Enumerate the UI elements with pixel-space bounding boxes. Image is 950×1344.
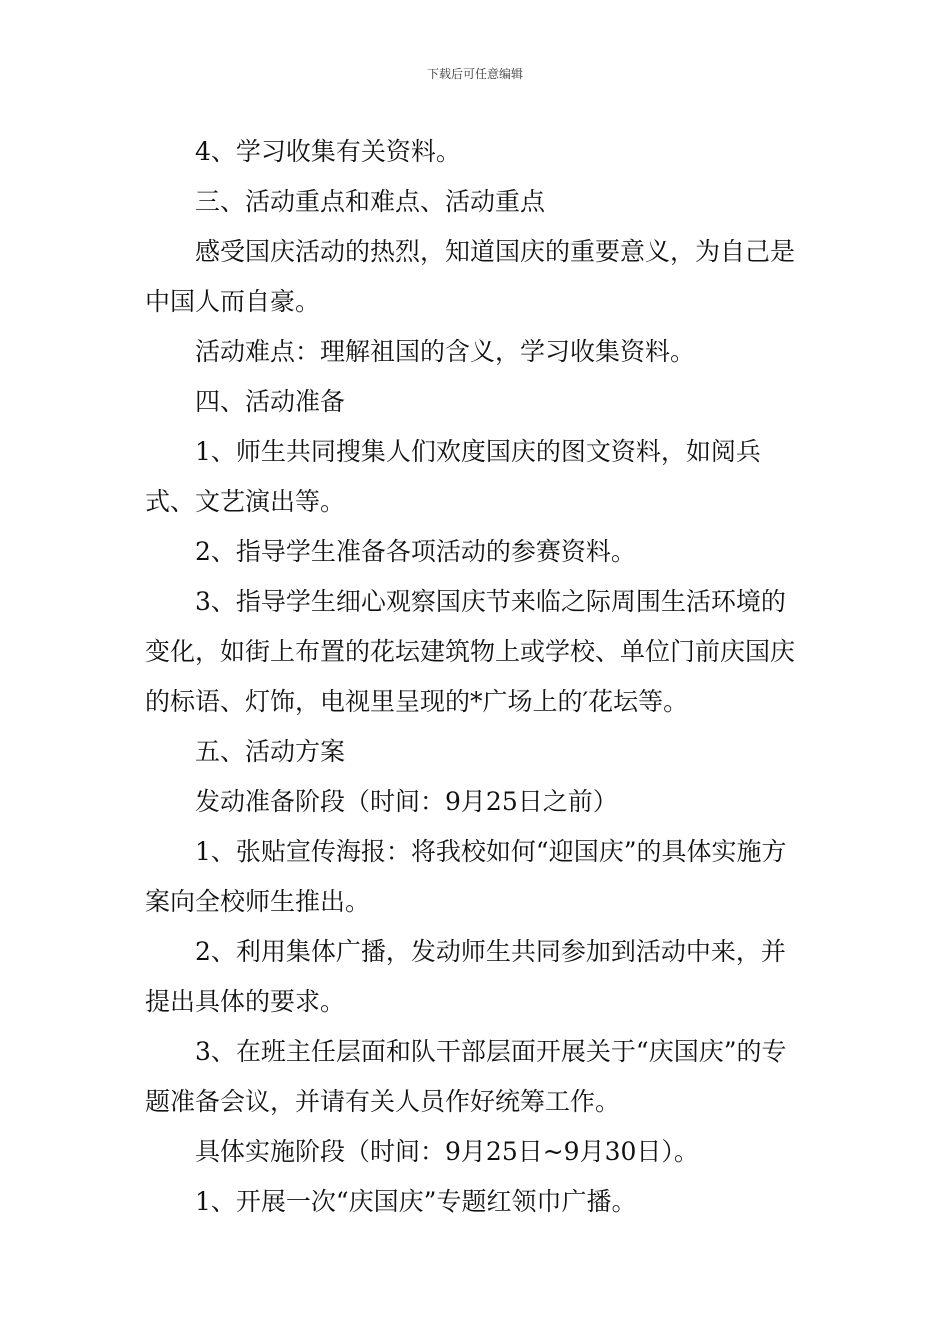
paragraph: 1、师生共同搜集人们欢度国庆的图文资料，如阅兵式、文艺演出等。	[145, 437, 761, 516]
section-heading: 五、活动方案	[195, 737, 346, 766]
section-heading: 四、活动准备	[195, 387, 346, 416]
page-header: 下载后可任意编辑	[426, 67, 523, 81]
paragraph: 发动准备阶段（时间：9月25日之前）	[195, 787, 618, 816]
paragraph: 具体实施阶段（时间：9月25日~9月30日）。	[195, 1137, 699, 1166]
paragraph: 活动难点：理解祖国的含义，学习收集资料。	[195, 337, 696, 366]
paragraph: 1、张贴宣传海报：将我校如何“迎国庆”的具体实施方案向全校师生推出。	[145, 837, 787, 916]
paragraph: 3、指导学生细心观察国庆节来临之际周围生活环境的变化，如街上布置的花坛建筑物上或学校、单位门前庆国庆的标语、灯饰，电视里呈现的*广场上的′花坛等。	[145, 587, 796, 716]
paragraph: 4、学习收集有关资料。	[195, 137, 461, 166]
section-heading: 三、活动重点和难点、活动重点	[195, 187, 546, 216]
paragraph: 感受国庆活动的热烈，知道国庆的重要意义，为自己是中国人而自豪。	[145, 237, 796, 316]
paragraph: 2、指导学生准备各项活动的参赛资料。	[195, 537, 636, 566]
paragraph: 1、开展一次“庆国庆”专题红领巾广播。	[195, 1187, 637, 1216]
document-body	[145, 127, 810, 1227]
paragraph: 2、利用集体广播，发动师生共同参加到活动中来，并提出具体的要求。	[145, 937, 786, 1016]
paragraph: 3、在班主任层面和队干部层面开展关于“庆国庆”的专题准备会议，并请有关人员作好统筹工作。	[145, 1037, 787, 1116]
